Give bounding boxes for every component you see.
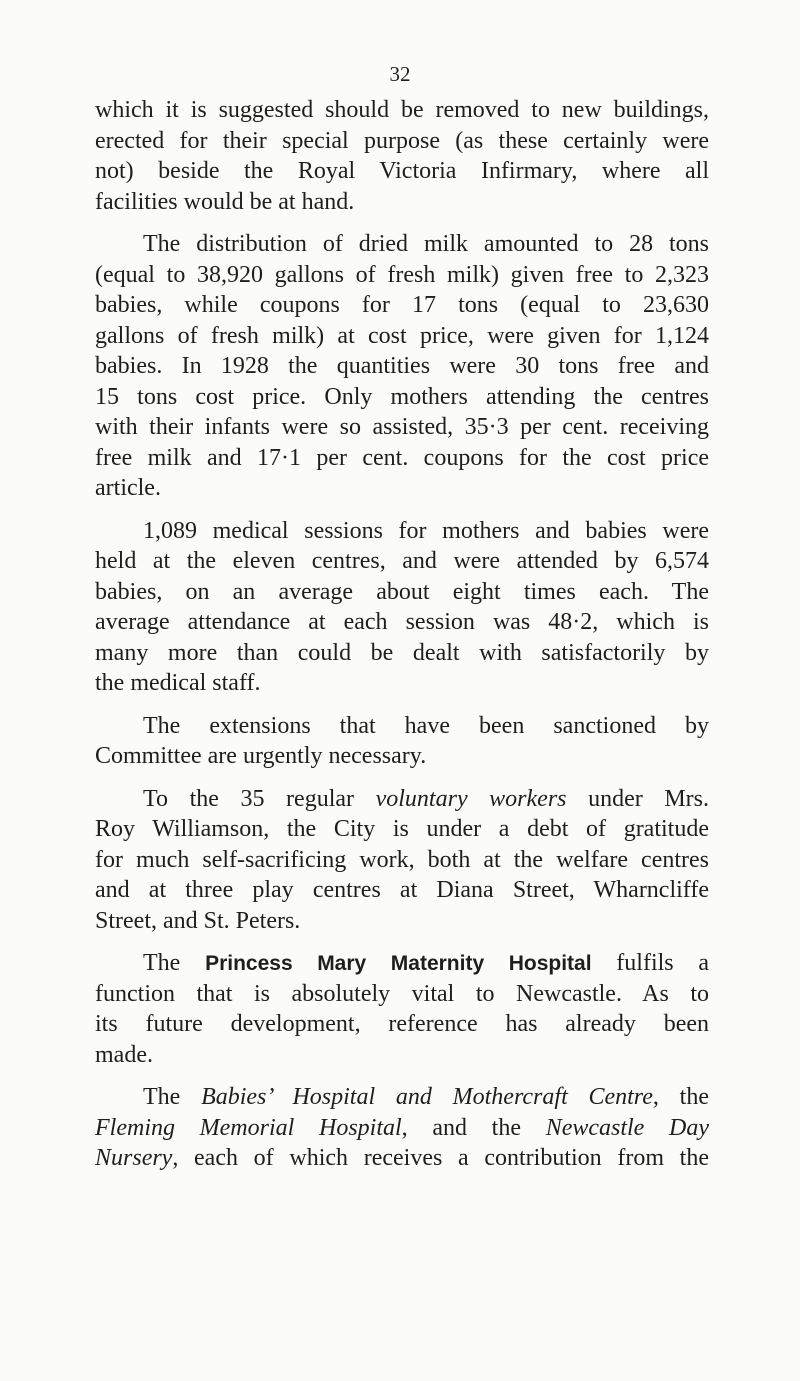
text-line: its future development, reference has already been [95,1011,709,1037]
text-line: 15 tons cost price. Only mothers attending the centres [95,383,709,410]
text-line: and at three play centres at Diana Street, Wharncliffe [95,877,709,903]
text-line: the medical staff. [95,670,261,696]
text-run: under Mrs. [566,785,710,812]
text-line: The distribution of dried milk amounted to 28 tons [143,231,709,257]
text-line: Street, and St. Peters. [95,907,301,934]
text-line: Committee are urgently necessary. [95,743,427,769]
paragraph-medical-sessions [95,516,709,699]
emphasis-text: Babies’ Hospital and Mothercraft Centre [201,1084,653,1110]
text-run: The [143,1084,202,1110]
text-line: article. [95,475,161,501]
paragraph-extensions [95,711,709,772]
text-line: average attendance at each session was 48·2, which is [95,609,709,635]
emphasis-text: Nursery [95,1145,173,1171]
text-line: babies. In 1928 the quantities were 30 tons free and [95,353,709,379]
paragraph-maternity-hospital [95,948,709,1070]
text-line: many more than could be dealt with satisfactorily by [95,639,709,666]
text-line: babies, while coupons for 17 tons (equal to 23,630 [95,292,709,318]
text-run: , and the [401,1114,546,1141]
text-line: facilities would be at hand. [95,188,355,215]
body-text [95,95,709,1174]
text-line: Roy Williamson, the City is under a debt of gratitude [95,816,709,842]
text-line [95,948,709,979]
emphasis-text: voluntary workers [375,785,567,812]
paragraph-babies-hospital [95,1082,709,1174]
text-line: free milk and 17·1 per cent. coupons for the cost price [95,444,709,471]
paragraph-dried-milk [95,229,709,504]
bold-heading-text: Princess Mary Maternity Hospital [205,952,592,975]
text-line: function that is absolutely vital to Newcastle. As to [95,980,709,1007]
emphasis-text: Newcastle Day [545,1114,709,1141]
text-line: for much self-sacrificing work, both at the welfare centres [95,846,709,873]
text-line: gallons of fresh milk) at cost price, were given for 1,124 [95,322,709,349]
text-line [95,1113,709,1144]
text-run: , each of which receives a contribution from the [172,1145,709,1171]
text-line: with their infants were so assisted, 35·3 per cent. receiving [95,414,709,440]
text-run: , the [652,1084,709,1110]
text-line: not) beside the Royal Victoria Infirmary, where all [95,158,709,184]
text-line: babies, on an average about eight times each. The [95,578,709,605]
text-line: erected for their special purpose (as these certainly were [95,127,709,154]
text-line: (equal to 38,920 gallons of fresh milk) given free to 2,323 [95,261,709,288]
text-run: The [143,950,206,976]
emphasis-text: Fleming Memorial Hospital [95,1114,402,1141]
text-line [95,1082,709,1113]
text-line: The extensions that have been sanctioned by [143,712,709,739]
text-line [95,1143,709,1174]
text-run: fulfils a [591,950,710,976]
text-line: held at the eleven centres, and were attended by 6,574 [95,548,709,574]
text-line [95,784,709,815]
paragraph-voluntary-workers [95,784,709,937]
text-line: made. [95,1041,153,1068]
page-number: 32 [389,62,411,86]
text-line: which it is suggested should be removed to new buildings, [95,97,709,123]
text-run: To the 35 regular [143,785,376,812]
text-line: 1,089 medical sessions for mothers and babies were [143,517,709,544]
paragraph-continuation [95,95,709,217]
